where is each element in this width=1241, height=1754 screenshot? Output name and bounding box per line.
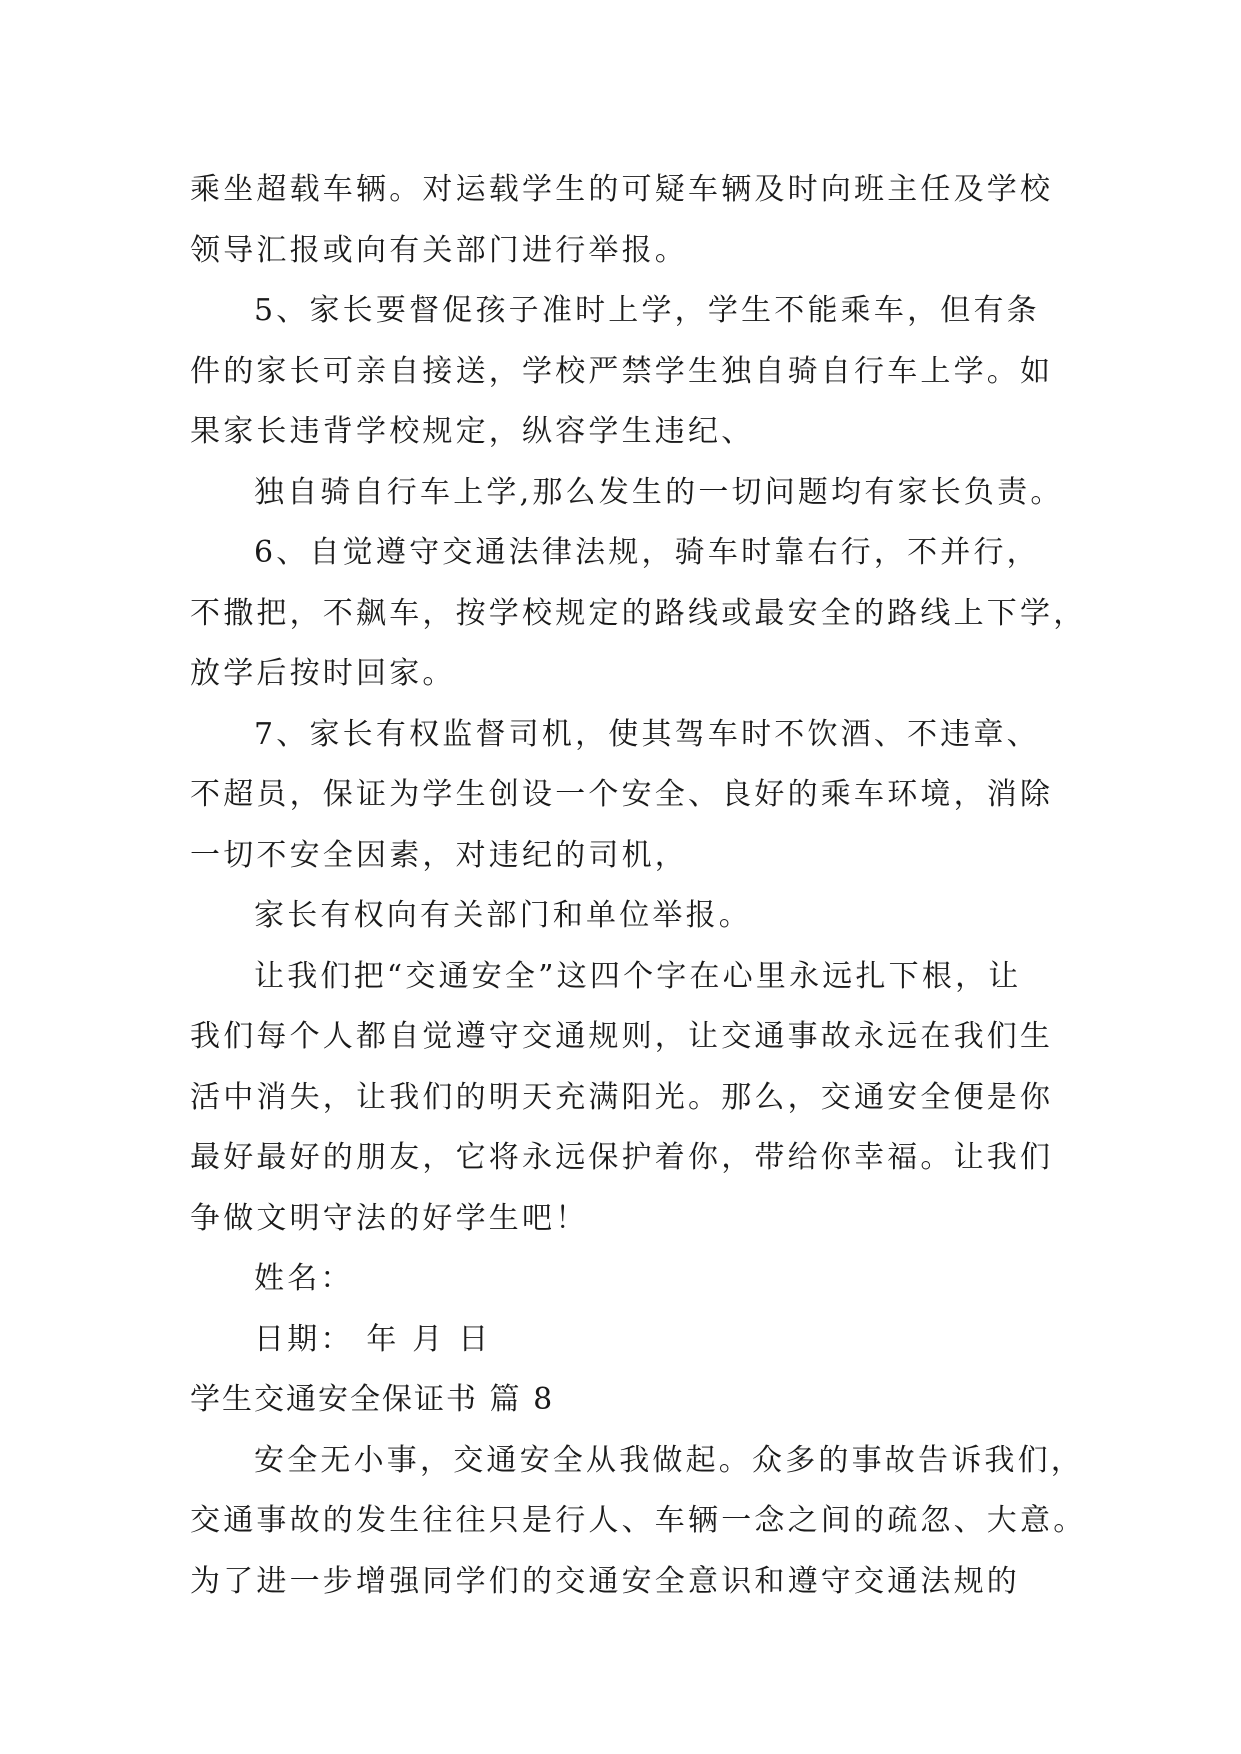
text-line: 7、家长有权监督司机，使其驾车时不饮酒、不违章、 bbox=[254, 716, 1040, 752]
text-line: 安全无小事，交通安全从我做起。众多的事故告诉我们， bbox=[254, 1442, 1084, 1478]
document-body bbox=[190, 160, 1087, 1612]
text-line: 领导汇报或向有关部门进行举报。 bbox=[190, 232, 688, 268]
text-line: 不超员，保证为学生创设一个安全、良好的乘车环境，消除 bbox=[190, 777, 1054, 812]
text-line: 让我们把“交通安全”这四个字在心里永远扎下根，让 bbox=[254, 958, 1022, 994]
section-heading: 学生交通安全保证书 篇 8 bbox=[190, 1382, 555, 1417]
text-line: 活中消失，让我们的明天充满阳光。那么，交通安全便是你 bbox=[190, 1079, 1054, 1115]
text-line: 乘坐超载车辆。对运载学生的可疑车辆及时向班主任及学校 bbox=[190, 172, 1054, 207]
text-line: 家长有权向有关部门和单位举报。 bbox=[254, 898, 752, 933]
text-line: 果家长违背学校规定，纵容学生违纪、 bbox=[190, 414, 755, 449]
text-line: 5、家长要督促孩子准时上学，学生不能乘车，但有条 bbox=[254, 293, 1040, 328]
text-line: 为了进一步增强同学们的交通安全意识和遵守交通法规的 bbox=[190, 1563, 1020, 1599]
text-line: 最好最好的朋友，它将永远保护着你，带给你幸福。让我们 bbox=[190, 1140, 1054, 1175]
text-line: 交通事故的发生往往只是行人、车辆一念之间的疏忽、大意。 bbox=[190, 1503, 1087, 1538]
text-line: 独自骑自行车上学,那么发生的一切问题均有家长负责。 bbox=[254, 474, 1064, 510]
date-field-label: 日期： 年 月 日 bbox=[254, 1321, 492, 1357]
text-line: 放学后按时回家。 bbox=[190, 656, 456, 691]
name-field-label: 姓名： bbox=[254, 1261, 354, 1296]
text-line: 不撒把，不飙车，按学校规定的路线或最安全的路线上下学， bbox=[190, 595, 1087, 631]
text-line: 争做文明守法的好学生吧！ bbox=[190, 1200, 589, 1236]
text-line: 我们每个人都自觉遵守交通规则，让交通事故永远在我们生 bbox=[190, 1019, 1054, 1054]
text-line: 一切不安全因素，对违纪的司机， bbox=[190, 837, 688, 873]
text-line: 件的家长可亲自接送，学校严禁学生独自骑自行车上学。如 bbox=[190, 353, 1054, 389]
text-line: 6、自觉遵守交通法律法规，骑车时靠右行，不并行， bbox=[254, 535, 1040, 570]
